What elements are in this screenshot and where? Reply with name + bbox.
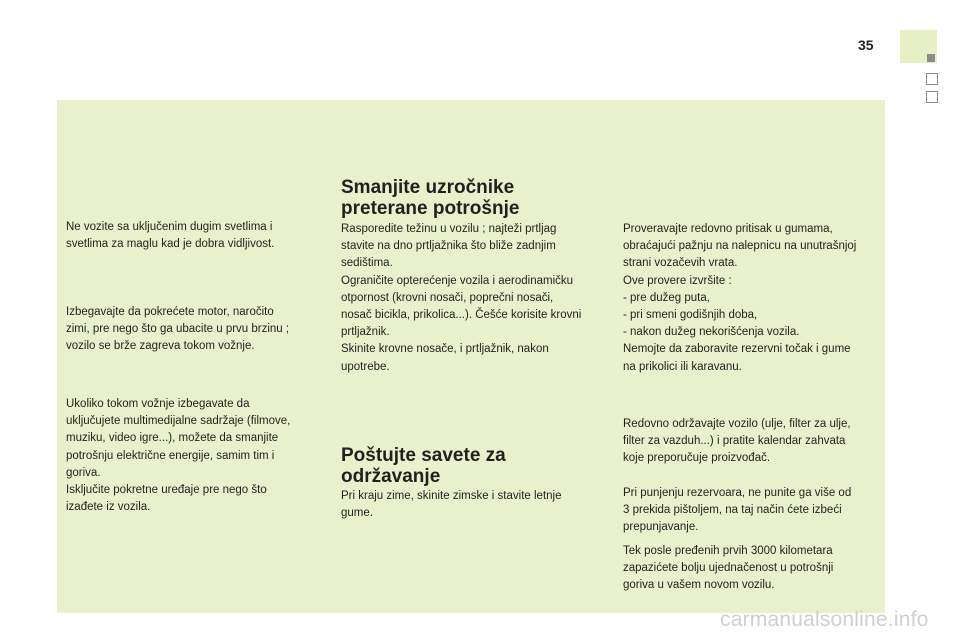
left-paragraph-2: Izbegavajte da pokrećete motor, naročito zimi, pre nego što ga ubacite u prvu brzinu ; vozilo se brže zagreva tokom vožnje. <box>66 306 290 353</box>
middle-paragraph-2: Pri kraju zime, skinite zimske i stavite letnje gume. <box>341 490 562 520</box>
page-number: 35 <box>858 37 874 53</box>
section-heading-consumption: Smanjite uzročnike preterane potrošnje <box>341 177 520 219</box>
chapter-tab-box[interactable] <box>926 73 938 85</box>
left-paragraph-1: Ne vozite sa uključenim dugim svetlima i svetlima za maglu kad je dobra vidljivost. <box>66 221 275 251</box>
right-paragraph-4: Tek posle pređenih prvih 3000 kilometara zapazićete bolju ujednačenost u potrošnji goriva u vašem novom vozilu. <box>623 545 834 592</box>
right-paragraph-1: Proveravajte redovno pritisak u gumama, obraćajući pažnju na nalepnicu na unutrašnjoj strani vozačevih vrata. Ove provere izvršite : - pre dužeg puta, - pri smeni godišnjih doba, - nakon dužeg nekorišćenja vozila. Nemojte da zaboravite rezervni točak i gume na prikolici ili karavanu. <box>623 223 857 373</box>
chapter-marker-icon <box>927 54 935 62</box>
chapter-tab-box[interactable] <box>926 91 938 103</box>
section-heading-maintenance: Poštujte savete za održavanje <box>341 445 506 487</box>
watermark: carmanualsonline.info <box>720 608 929 631</box>
chapter-tab-active[interactable] <box>900 30 937 63</box>
middle-paragraph-1: Rasporedite težinu u vozilu ; najteži prtljag stavite na dno prtljažnika što bliže zadnjim sedištima. Ograničite opterećenje vozila i aerodinamičku otpornost (krovni nosači, poprečni nosači, nosač bicikla, prikolica...). Češće korisite krovni prtljažnik. Skinite krovne nosače, i prtljažnik, nakon upotrebe. <box>341 223 582 373</box>
right-paragraph-3: Pri punjenju rezervoara, ne punite ga više od 3 prekida pištoljem, na taj način ćete izbeći prepunjavanje. <box>623 487 852 534</box>
left-paragraph-3: Ukoliko tokom vožnje izbegavate da uključujete multimedijalne sadržaje (filmove, muziku, video igre...), možete da smanjite potrošnju električne energije, samim tim i goriva. Isključite pokretne uređaje pre nego što izađete iz vozila. <box>66 398 291 514</box>
right-paragraph-2: Redovno održavajte vozilo (ulje, filter za ulje, filter za vazduh...) i pratite kalendar zahvata koje preporučuje proizvođač. <box>623 418 851 465</box>
